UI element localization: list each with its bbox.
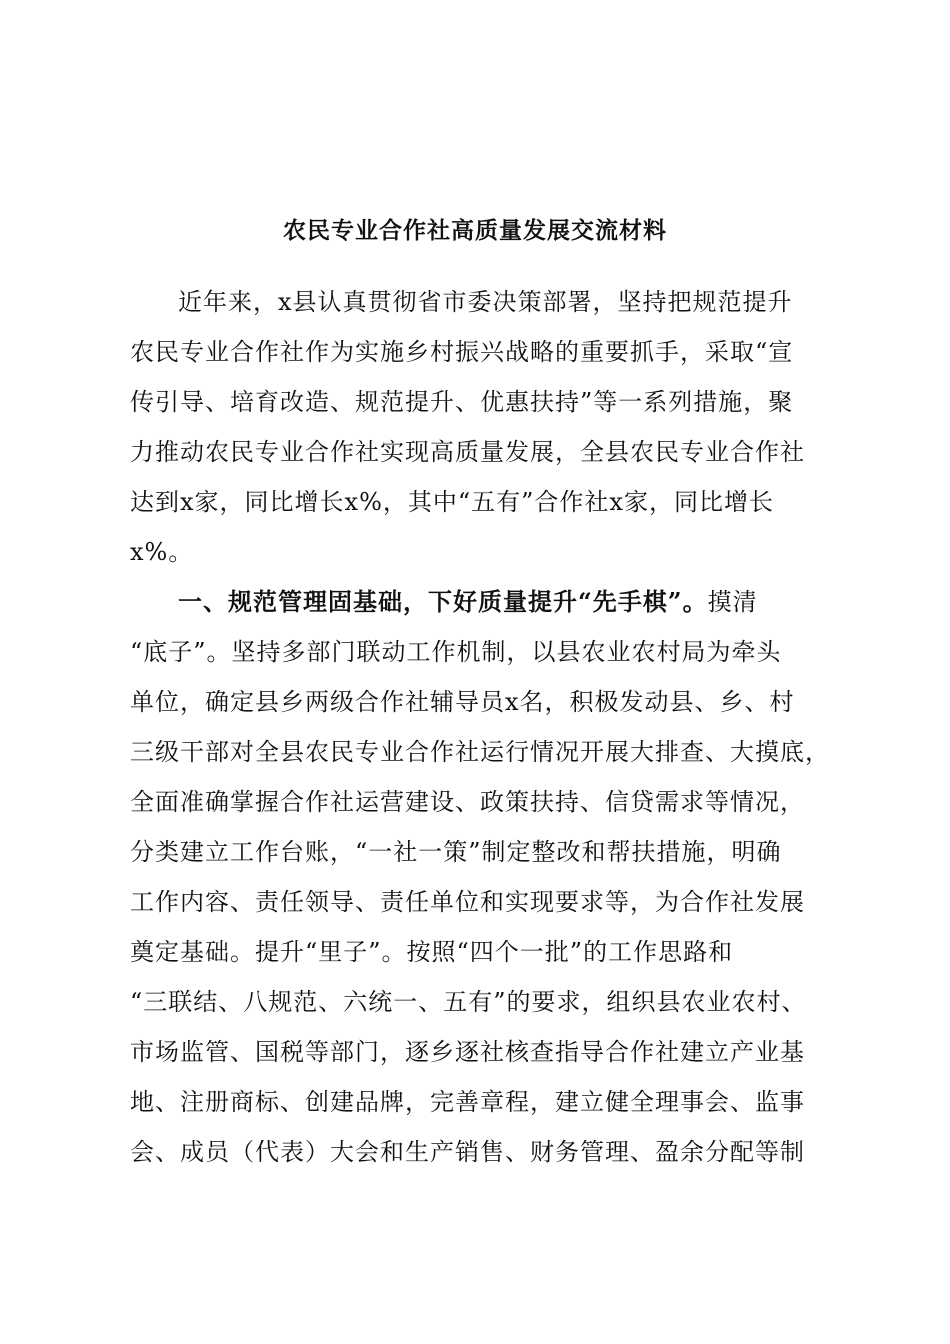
paragraph-line: 会、成员（代表）大会和生产销售、财务管理、盈余分配等制 bbox=[130, 1138, 805, 1166]
document-title: 农民专业合作社高质量发展交流材料 bbox=[283, 217, 667, 244]
section-heading: 一、规范管理固基础，下好质量提升“先手棋”。 bbox=[178, 587, 708, 616]
paragraph-line: 达到x家，同比增长x%，其中“五有”合作社x家，同比增长 bbox=[130, 488, 774, 516]
paragraph-line: 单位，确定县乡两级合作社辅导员x名，积极发动县、乡、村 bbox=[130, 688, 795, 716]
paragraph-line: 分类建立工作台账，“一社一策”制定整改和帮扶措施，明确 bbox=[130, 838, 782, 866]
paragraph-line: 地、注册商标、创建品牌，完善章程，建立健全理事会、监事 bbox=[130, 1088, 805, 1116]
paragraph-line: 力推动农民专业合作社实现高质量发展，全县农民专业合作社 bbox=[130, 438, 805, 466]
paragraph-line: x%。 bbox=[130, 538, 194, 566]
paragraph-line: 奠定基础。提升“里子”。按照“四个一批”的工作思路和 bbox=[130, 938, 734, 966]
heading-continuation: 摸清 bbox=[707, 588, 758, 616]
paragraph-line: “三联结、八规范、六统一、五有”的要求，组织县农业农村、 bbox=[130, 988, 807, 1016]
paragraph-line: 市场监管、国税等部门，逐乡逐社核查指导合作社建立产业基 bbox=[130, 1038, 805, 1066]
paragraph-line: 近年来，x县认真贯彻省市委决策部署，坚持把规范提升 bbox=[178, 288, 793, 316]
paragraph-line: 工作内容、责任领导、责任单位和实现要求等，为合作社发展 bbox=[130, 888, 805, 916]
paragraph-line: 农民专业合作社作为实施乡村振兴战略的重要抓手，采取“宣 bbox=[130, 338, 794, 366]
paragraph-line: “底子”。坚持多部门联动工作机制，以县农业农村局为牵头 bbox=[130, 638, 782, 666]
section-heading-line bbox=[178, 584, 758, 620]
paragraph-line: 三级干部对全县农民专业合作社运行情况开展大排查、大摸底， bbox=[130, 738, 830, 766]
paragraph-line: 传引导、培育改造、规范提升、优惠扶持”等一系列措施，聚 bbox=[130, 388, 794, 416]
paragraph-line: 全面准确掌握合作社运营建设、政策扶持、信贷需求等情况， bbox=[130, 788, 805, 816]
